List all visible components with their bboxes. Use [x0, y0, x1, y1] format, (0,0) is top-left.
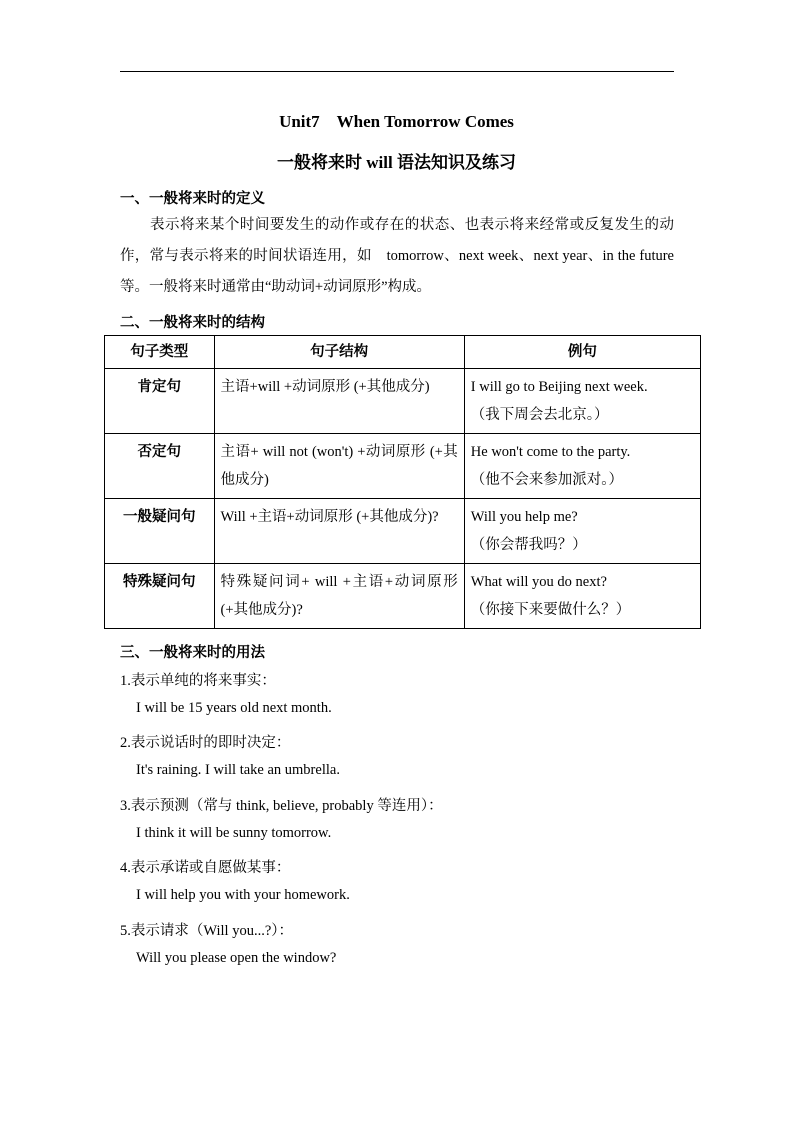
example-chinese: （他不会来参加派对。）	[470, 472, 624, 488]
example-chinese: （你接下来要做什么？）	[470, 602, 631, 618]
row-example	[464, 564, 700, 629]
table-header-type: 句子类型	[105, 336, 215, 369]
structure-table	[104, 335, 701, 629]
row-structure: 特殊疑问词+ will +主语+动词原形 (+其他成分)?	[214, 564, 464, 629]
row-type: 一般疑问句	[105, 499, 215, 564]
row-structure: 主语+ will not (won't) +动词原形 (+其他成分)	[214, 434, 464, 499]
table-row	[105, 369, 701, 434]
row-structure: 主语+will +动词原形 (+其他成分)	[214, 369, 464, 434]
table-row	[105, 564, 701, 629]
section1-paragraph: 表示将来某个时间要发生的动作或存在的状态、也表示将来经常或反复发生的动作，常与表示将来的时间状语连用，如 tomorrow、next week、next year、in the future 等。一般将来时通常由“助动词+动词原形”构成。	[120, 217, 674, 295]
document-subtitle: 一般将来时 will 语法知识及练习	[277, 153, 516, 172]
usage-example: Will you please open the window?	[136, 950, 337, 966]
section1-heading: 一、一般将来时的定义	[120, 191, 265, 207]
table-header-structure: 句子结构	[214, 336, 464, 369]
example-english: Will you help me?	[470, 509, 578, 525]
row-type: 肯定句	[105, 369, 215, 434]
example-english: I will go to Beijing next week.	[470, 379, 648, 395]
usage-label: 5.表示请求（Will you...?）：	[120, 923, 294, 939]
table-header-example: 例句	[464, 336, 700, 369]
example-chinese: （我下周会去北京。）	[470, 407, 609, 423]
row-type: 特殊疑问句	[105, 564, 215, 629]
table-row	[105, 434, 701, 499]
section2-heading: 二、一般将来时的结构	[120, 315, 265, 331]
section3-heading: 三、一般将来时的用法	[120, 645, 265, 661]
row-example	[464, 499, 700, 564]
table-header-row	[105, 336, 701, 369]
usage-label: 2.表示说话时的即时决定：	[120, 735, 291, 751]
row-example	[464, 434, 700, 499]
example-english: What will you do next?	[470, 574, 607, 590]
header-rule	[120, 71, 674, 72]
table-row	[105, 499, 701, 564]
row-example	[464, 369, 700, 434]
usage-label: 1.表示单纯的将来事实：	[120, 673, 276, 689]
row-structure: Will +主语+动词原形 (+其他成分)?	[214, 499, 464, 564]
row-type: 否定句	[105, 434, 215, 499]
usage-example: I will be 15 years old next month.	[136, 700, 332, 716]
usage-label: 4.表示承诺或自愿做某事：	[120, 860, 291, 876]
example-chinese: （你会帮我吗？）	[470, 537, 587, 553]
usage-label: 3.表示预测（常与 think, believe, probably 等连用）：	[120, 798, 443, 814]
document-title: Unit7 When Tomorrow Comes	[279, 112, 514, 131]
usage-example: I think it will be sunny tomorrow.	[136, 825, 332, 841]
usage-example: I will help you with your homework.	[136, 887, 350, 903]
example-english: He won't come to the party.	[470, 444, 631, 460]
usage-example: It's raining. I will take an umbrella.	[136, 762, 340, 778]
